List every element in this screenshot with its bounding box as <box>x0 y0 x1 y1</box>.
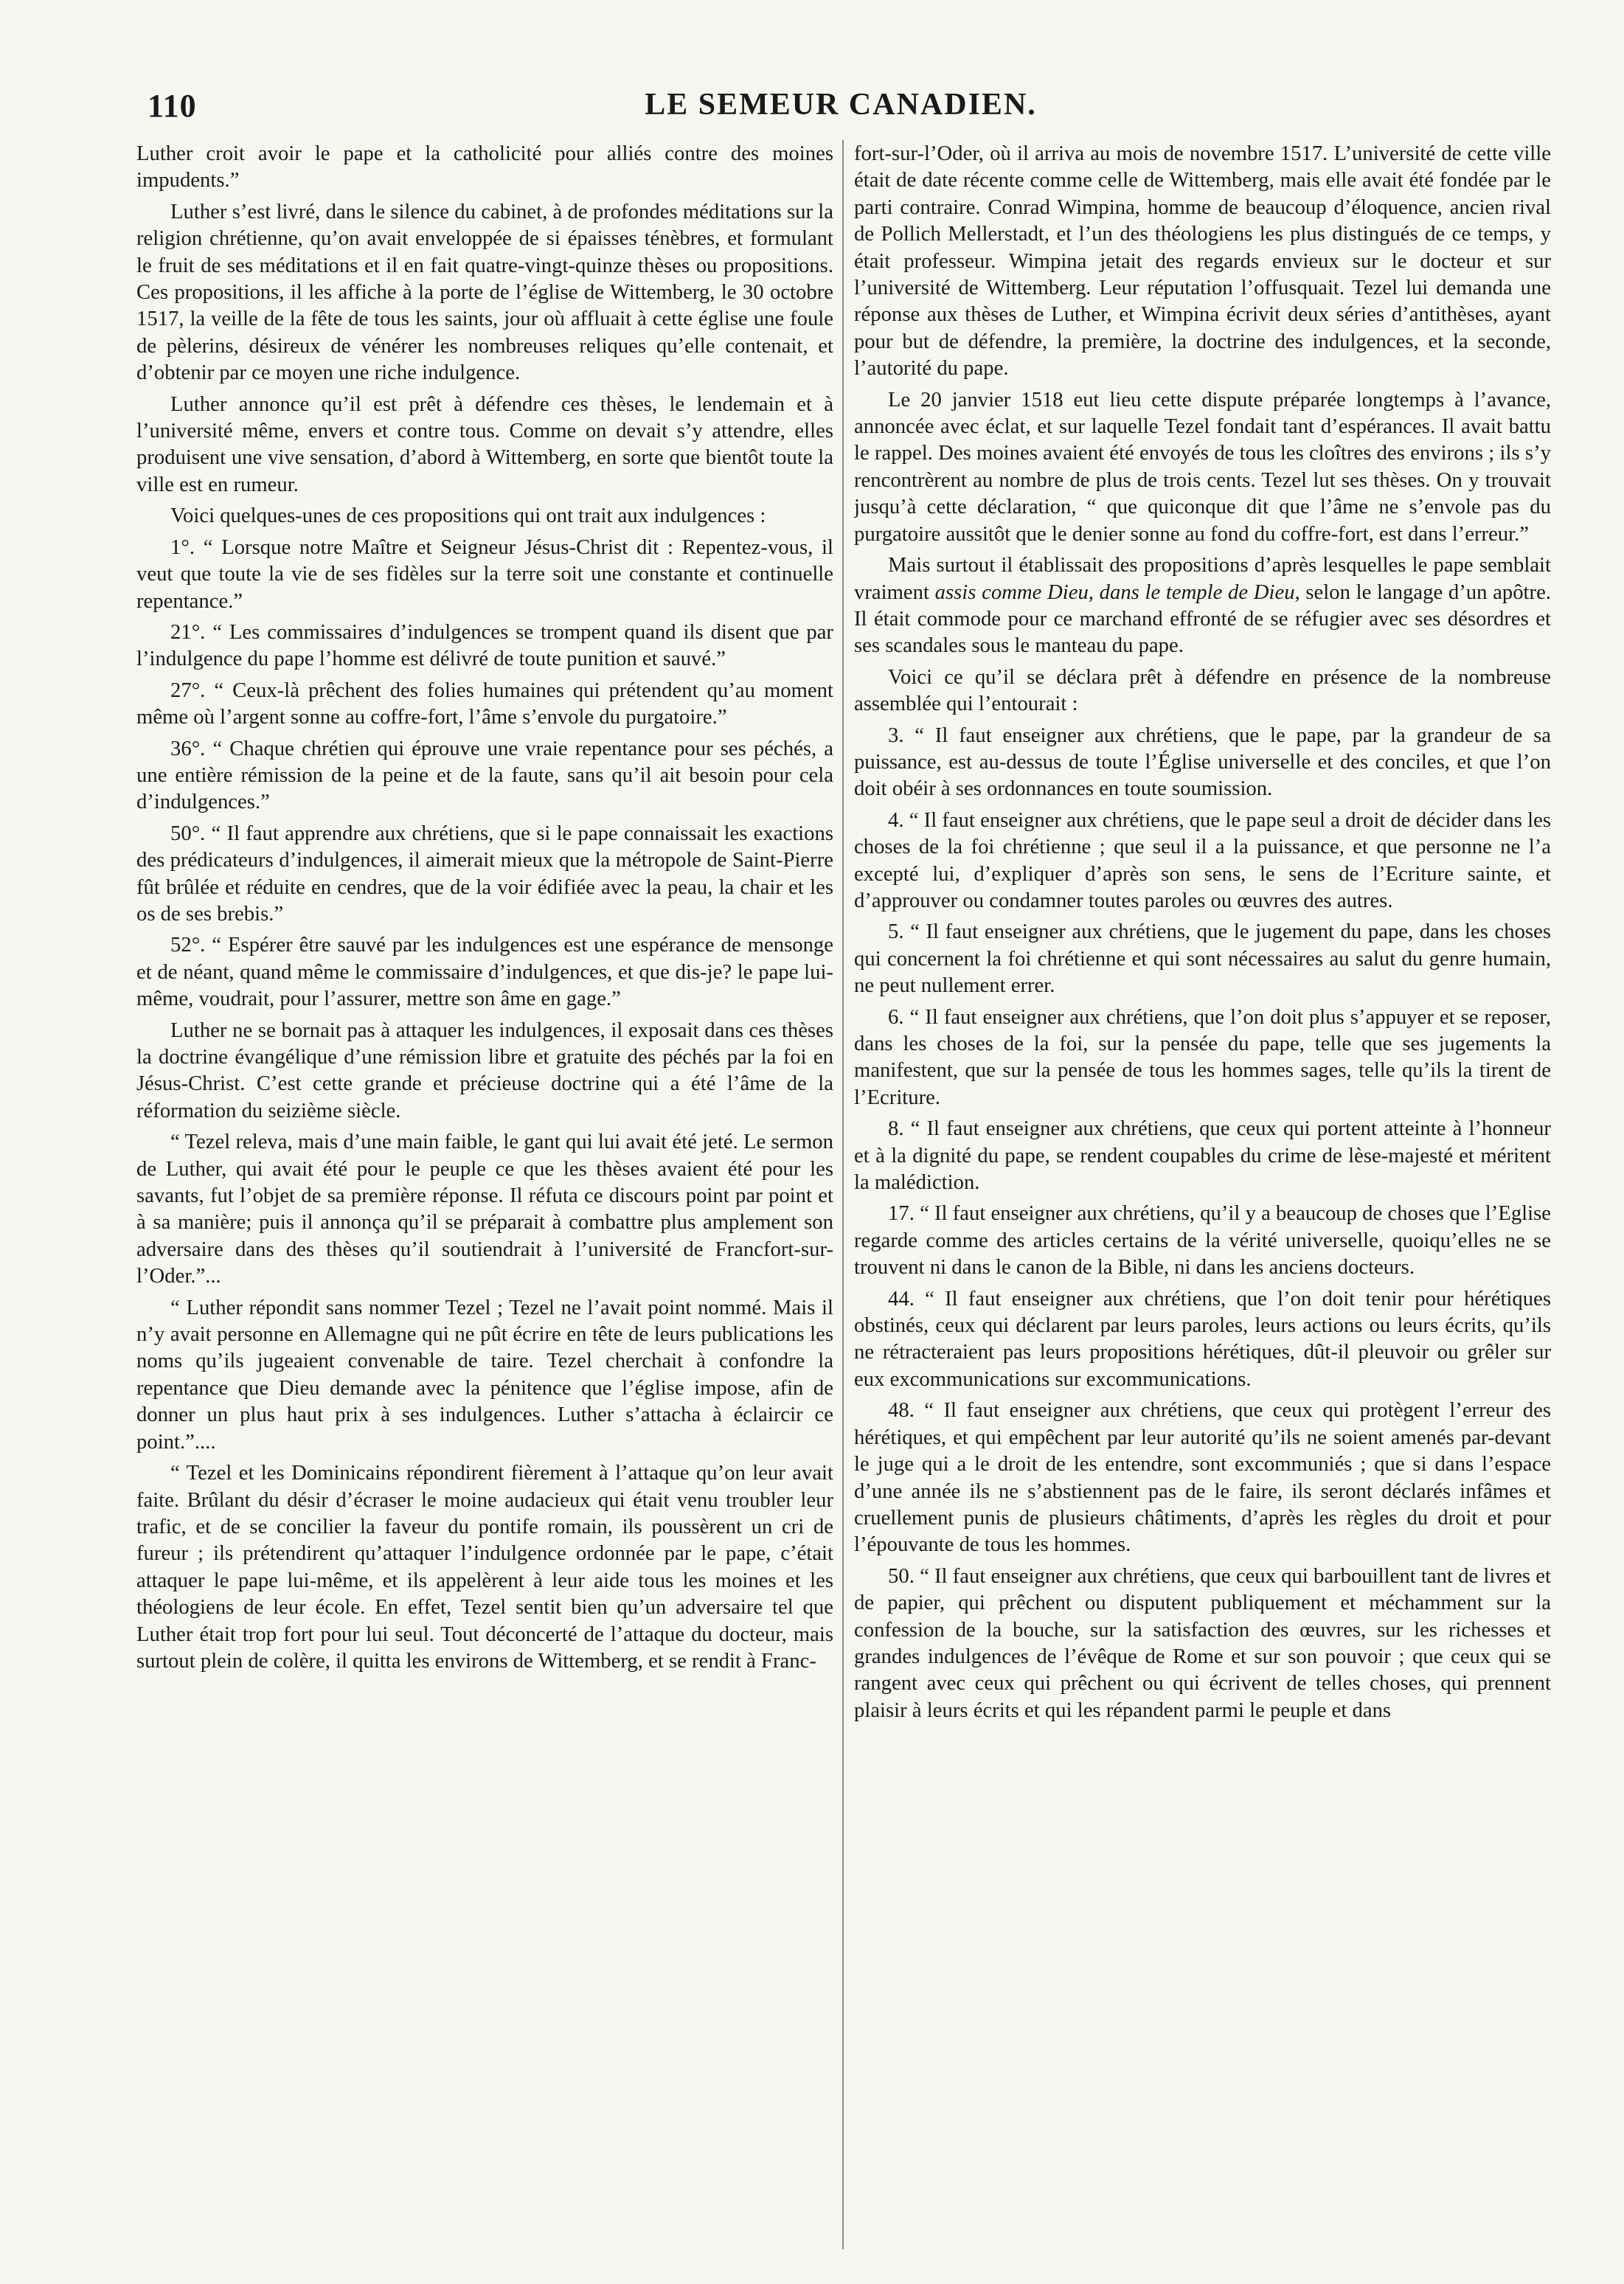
thesis-item: 27°. “ Ceux-là prêchent des folies humaines qui prétendent qu’au moment même où l’argent sonne au coffre-fort, l’âme s’envole du purgatoire.” <box>136 678 833 729</box>
paragraph <box>854 552 1551 659</box>
page-header <box>148 87 1534 131</box>
paragraph: Luther s’est livré, dans le silence du cabinet, à de profondes méditations sur la religion chrétienne, qu’on avait enveloppée de si épaisses ténèbres, et formulant le fruit de ses méditations et il en fait quatre-vingt-quinze thèses ou propositions. Ces propositions, il les affiche à la porte de l’église de Wittemberg, le 30 octobre 1517, la veille de la fête de tous les saints, jour où affluait à cette église une foule de pèlerins, désireux de vénérer les nombreuses reliques qu’elle contenait, et d’obtenir par ce moyen une riche indulgence. <box>136 199 833 385</box>
page-number: 110 <box>148 88 197 124</box>
italic-quote: assis comme Dieu, dans le temple de Dieu, <box>934 580 1300 604</box>
paragraph: Luther annonce qu’il est prêt à défendre ces thèses, le lendemain et à l’université même, envers et contre tous. Comme on devait s’y attendre, elles produisent une vive sensation, d’abord à Wittemberg, en sorte que bientôt toute la ville est en rumeur. <box>136 392 833 496</box>
paragraph: Luther croit avoir le pape et la catholicité pour alliés contre des moines impudents.” <box>136 142 833 192</box>
thesis-item: 36°. “ Chaque chrétien qui éprouve une vraie repentance pour ses péchés, a une entière rémission de la peine et de la faute, sans qu’il ait besoin pour cela d’indulgences.” <box>136 736 833 814</box>
paragraph: Voici quelques-unes de ces propositions qui ont trait aux indulgences : <box>170 504 766 528</box>
thesis-item: 21°. “ Les commissaires d’indulgences se trompent quand ils disent que par l’indulgence du pape l’homme est délivré de toute punition et sauvé.” <box>136 619 833 671</box>
thesis-item: 5. “ Il faut enseigner aux chrétiens, que le jugement du pape, dans les choses qui concernent la foi chrétienne et qui sont nécessaires au salut du genre humain, ne peut nullement errer. <box>854 920 1551 998</box>
thesis-item: 48. “ Il faut enseigner aux chrétiens, que ceux qui protègent l’erreur des hérétiques, et qui empêchent par leur autorité qu’ils ne soient amenés par-devant le juge qui a le droit de les entendre, sont excommuniés ; que si dans l’espace d’une année ils ne s’abstiennent pas de le faire, ils seront déclarés infâmes et cruellement punis de plusieurs châtiments, d’après les règles du droit et pour l’épouvante de tous les hommes. <box>854 1398 1551 1557</box>
thesis-item: 4. “ Il faut enseigner aux chrétiens, que le pape seul a droit de décider dans les choses de la foi chrétienne ; que seul il a la puissance, et que personne ne l’a excepté lui, d’expliquer d’après son sens, le sens de l’Ecriture sainte, et d’approuver ou condamner toutes paroles ou œuvres des autres. <box>854 808 1551 912</box>
quoted-paragraph: “ Luther répondit sans nommer Tezel ; Tezel ne l’avait point nommé. Mais il n’y avait personne en Allemagne qui ne pût écrire en tête de leurs publications les noms qu’ils jugeaient convenable de taire. Tezel cherchait à confondre la repentance que Dieu demande avec la pénitence que l’église impose, afin de donner un plus haut prix à ses indulgences. Luther s’attacha à éclaircir ce point.”.... <box>136 1295 833 1454</box>
paragraph: fort-sur-l’Oder, où il arriva au mois de novembre 1517. L’université de cette ville était de date récente comme celle de Wittemberg, mais elle avait été fondée par le parti contraire. Conrad Wimpina, homme de beaucoup d’éloquence, ancien rival de Pollich Mellerstadt, et l’un des théologiens les plus distingués de ce temps, y était professeur. Wimpina jetait des regards envieux sur le docteur et sur l’université de Wittemberg. Leur réputation l’offusquait. Tezel lui demanda une réponse aux thèses de Luther, et Wimpina écrivit deux séries d’antithèses, ayant pour but de défendre, la première, la doctrine des indulgences, et la seconde, l’autorité du pape. <box>854 142 1551 381</box>
journal-title: LE SEMEUR CANADIEN. <box>645 88 1037 122</box>
thesis-item: 50°. “ Il faut apprendre aux chrétiens, que si le pape connaissait les exactions des prédicateurs d’indulgences, il aimerait mieux que la métropole de Saint-Pierre fût brûlée et réduite en cendres, que de la voir édifiée avec la peau, la chair et les os de ses brebis.” <box>136 821 833 926</box>
thesis-item: 50. “ Il faut enseigner aux chrétiens, que ceux qui barbouillent tant de livres et de papier, qui prêchent ou disputent publiquement et méchamment sur la confession de la bouche, sur la satisfaction des œuvres, sur les richesses et grandes indulgences de l’évêque de Rome et sur son pouvoir ; que ceux qui se rangent avec ceux qui prêchent ou qui écrivent de telles choses, qui prennent plaisir à leurs écrits et qui les répandent parmi le peuple et dans <box>854 1563 1551 1722</box>
quoted-paragraph: “ Tezel releva, mais d’une main faible, le gant qui lui avait été jeté. Le sermon de Luther, qui avait été pour le peuple ce que les thèses avaient été pour les savants, fut l’objet de sa première réponse. Il réfuta ce discours point par point et à sa manière; puis il annonça qu’il se préparait à combattre plus amplement son adversaire dans des thèses qu’il soutiendrait à l’université de Francfort-sur-l’Oder.”... <box>136 1130 833 1288</box>
thesis-item: 44. “ Il faut enseigner aux chrétiens, que l’on doit tenir pour hérétiques obstinés, ceux qui déclarent par leurs paroles, leurs actions ou leurs écrits, qu’ils ne rétracteraient pas leurs propositions hérétiques, dût-il pleuvoir ou grêler sur eux excommunications sur excommunications. <box>854 1286 1551 1391</box>
text-run: selon le langage d’un apôtre. Il était commode pour ce marchand effronté de se réfugier avec ses désordres et ses scandales sous le manteau du pape. <box>854 580 1551 658</box>
right-column <box>854 140 1551 2249</box>
paragraph: Le 20 janvier 1518 eut lieu cette dispute préparée longtemps à l’avance, annoncée avec éclat, et sur laquelle Tezel fondait tant d’espérances. Il avait battu le rappel. Des moines avaient été envoyés de tous les cloîtres des environs ; ils s’y rencontrèrent au nombre de plus de trois cents. Tezel lut ses thèses. On y trouvait jusqu’à cette déclaration, “ que quiconque dit que l’âme ne s’envole pas du purgatoire aussitôt que le denier sonne au fond du coffre-fort, est dans l’erreur.” <box>854 387 1551 546</box>
thesis-item: 1°. “ Lorsque notre Maître et Seigneur Jésus-Christ dit : Repentez-vous, il veut que toute la vie de ses fidèles sur la terre soit une constante et continuelle repentance.” <box>136 535 833 613</box>
paragraph: Luther ne se bornait pas à attaquer les indulgences, il exposait dans ces thèses la doctrine évangélique d’une rémission libre et gratuite des péchés par la foi en Jésus-Christ. C’est cette grande et précieuse doctrine qui a été l’âme de la réformation du seizième siècle. <box>136 1018 833 1122</box>
thesis-item: 6. “ Il faut enseigner aux chrétiens, que l’on doit plus s’appuyer et se reposer, dans les choses de la foi, sur la pensée du pape, telle que ses jugements la manifestent, que sur la pensée de tous les hommes sages, telle qu’ils la tirent de l’Ecriture. <box>854 1004 1551 1109</box>
left-column <box>136 140 833 2249</box>
thesis-item: 3. “ Il faut enseigner aux chrétiens, que le pape, par la grandeur de sa puissance, est au-dessus de toute l’Église universelle et des conciles, et que l’on doit obéir à ses ordonnances en toute soumission. <box>854 723 1551 801</box>
column-divider <box>842 140 844 2249</box>
text-run: Mais surtout il établissait des propositions d’après lesquelles le pape semblait vraiment <box>854 553 1551 604</box>
paragraph: Voici ce qu’il se déclara prêt à défendre en présence de la nombreuse assemblée qui l’entourait : <box>854 664 1551 716</box>
thesis-item: 17. “ Il faut enseigner aux chrétiens, qu’il y a beaucoup de choses que l’Eglise regarde comme des articles certains de la vérité universelle, quoiqu’elles ne se trouvent ni dans le canon de la Bible, ni dans les anciens docteurs. <box>854 1201 1551 1280</box>
quoted-paragraph: “ Tezel et les Dominicains répondirent fièrement à l’attaque qu’on leur avait faite. Brûlant du désir d’écraser le moine audacieux qui était venu troubler leur trafic, et de se concilier la faveur du pontife romain, ils poussèrent un cri de fureur ; ils prétendirent qu’attaquer l’indulgence ordonnée par le pape, c’était attaquer le pape lui-même, et ils appelèrent à leur aide tous les moines et les théologiens de leur école. En effet, Tezel sentit bien qu’un adversaire tel que Luther était trop fort pour lui seul. Tout déconcerté de l’attaque du docteur, mais surtout plein de colère, il quitta les environs de Wittemberg, et se rendit à Franc- <box>136 1461 833 1673</box>
thesis-item: 8. “ Il faut enseigner aux chrétiens, que ceux qui portent atteinte à l’honneur et à la dignité du pape, se rendent coupables du crime de lèse-majesté et méritent la malédiction. <box>854 1117 1551 1195</box>
thesis-item: 52°. “ Espérer être sauvé par les indulgences est une espérance de mensonge et de néant, quand même le commissaire d’indulgences, et que dis-je? le pape lui-même, voudrait, pour l’assurer, mettre son âme en gage.” <box>136 933 833 1011</box>
